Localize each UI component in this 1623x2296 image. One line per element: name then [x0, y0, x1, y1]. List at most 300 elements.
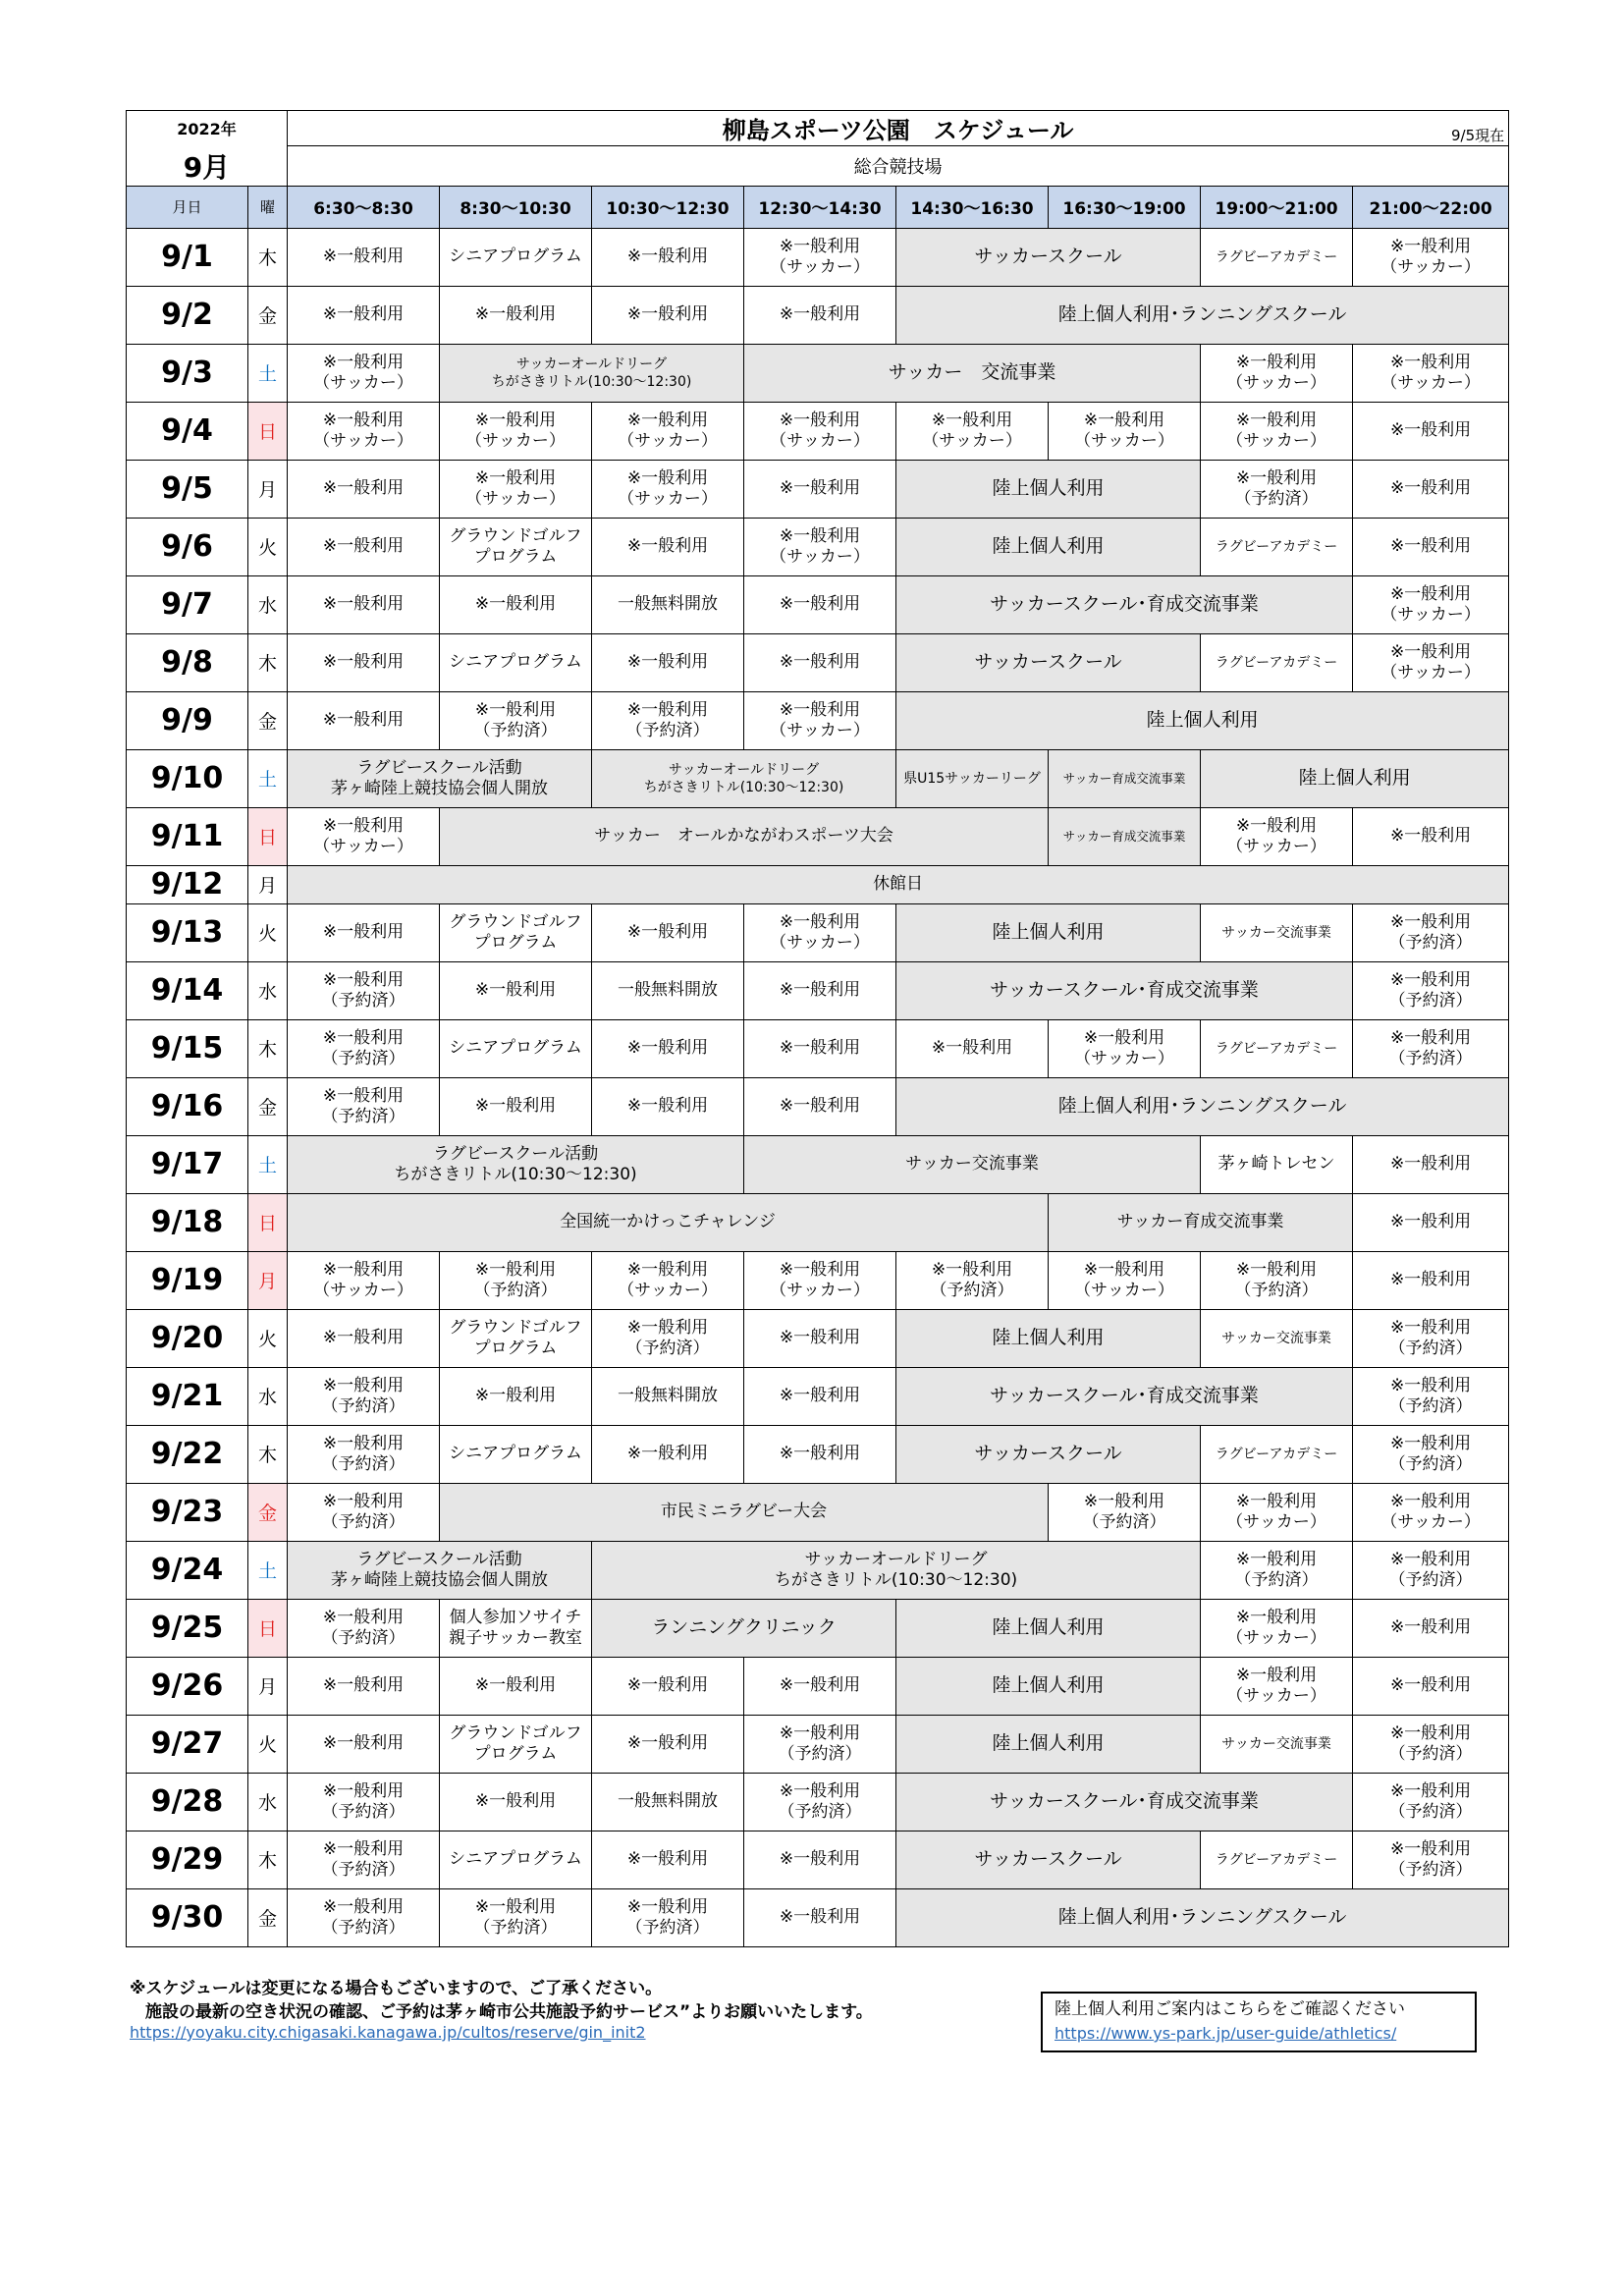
- slot-text: ※一般利用: [1235, 1549, 1318, 1569]
- slot-text: ※一般利用: [779, 525, 861, 546]
- slot-text: ※一般利用: [322, 352, 405, 372]
- weekday-cell: 月: [248, 1657, 288, 1715]
- weekday-cell: 金: [248, 1483, 288, 1541]
- slot-text: （予約済）: [1388, 990, 1473, 1011]
- slot-text: （予約済）: [625, 720, 710, 740]
- slot-text: （サッカー）: [770, 546, 870, 567]
- slot-cell: [1353, 518, 1509, 575]
- schedule-row: [127, 1425, 1509, 1483]
- slot-text: （サッカー）: [770, 932, 870, 953]
- slot-text: ※一般利用: [779, 1675, 861, 1695]
- slot-text: ※一般利用: [474, 1386, 557, 1405]
- slot-text: ※一般利用: [626, 536, 709, 556]
- slot-text: ※一般利用: [1389, 1270, 1472, 1289]
- weekday-cell: 火: [248, 1715, 288, 1773]
- slot-text: （サッカー）: [1380, 604, 1481, 625]
- slot-cell: [744, 460, 896, 518]
- slot-text: プログラム: [473, 1338, 558, 1358]
- slot-cell: [592, 1367, 744, 1425]
- slot-text: ※一般利用: [1235, 1491, 1318, 1511]
- slot-text: ※一般利用: [779, 1849, 861, 1869]
- slot-text: （予約済）: [1388, 1338, 1473, 1358]
- slot-text: ラグビーアカデミー: [1215, 1040, 1338, 1057]
- schedule-row: [127, 1135, 1509, 1193]
- slot-text: ※一般利用: [626, 1317, 709, 1338]
- time-header-0: 6:30〜8:30: [288, 186, 440, 228]
- slot-cell: [1353, 1541, 1509, 1599]
- slot-cell: [1353, 961, 1509, 1019]
- slot-text: ※一般利用: [931, 1259, 1013, 1280]
- date-cell: 9/19: [127, 1251, 248, 1309]
- slot-cell: [592, 1251, 744, 1309]
- slot-text: サッカースクール･育成交流事業: [990, 1790, 1259, 1812]
- schedule-row: [127, 691, 1509, 749]
- slot-text: ※一般利用: [322, 536, 405, 556]
- slot-cell: [1353, 1425, 1509, 1483]
- slot-cell: [744, 228, 896, 286]
- slot-text: 陸上個人利用: [992, 921, 1105, 943]
- slot-text: ※一般利用: [626, 1038, 709, 1058]
- athletics-info-text: 陸上個人利用ご案内はこちらをご確認ください: [1055, 1999, 1405, 2019]
- slot-text: ※一般利用: [474, 467, 557, 488]
- page-title: 柳島スポーツ公園 スケジュール: [722, 117, 1074, 144]
- slot-cell: [1201, 1657, 1353, 1715]
- slot-text: ランニングクリニック: [651, 1616, 837, 1638]
- date-cell: 9/2: [127, 286, 248, 344]
- slot-cell: [288, 1773, 440, 1831]
- col-header-dow: 曜: [248, 186, 288, 228]
- slot-text: ※一般利用: [779, 304, 861, 324]
- slot-cell: [1049, 1251, 1201, 1309]
- date-cell: 9/16: [127, 1077, 248, 1135]
- slot-text: （サッカー）: [1074, 1280, 1174, 1300]
- slot-cell: [288, 1367, 440, 1425]
- slot-text: サッカーオールドリーグ: [804, 1549, 988, 1569]
- slot-cell: [896, 1019, 1049, 1077]
- slot-text: ※一般利用: [322, 969, 405, 990]
- slot-text: ※一般利用: [626, 467, 709, 488]
- slot-text: ラグビーアカデミー: [1215, 654, 1338, 671]
- slot-text: （サッカー）: [770, 430, 870, 451]
- slot-text: ※一般利用: [1389, 536, 1472, 556]
- slot-cell: [440, 344, 744, 402]
- slot-text: ※一般利用: [1389, 1838, 1472, 1859]
- slot-text: （予約済）: [321, 990, 406, 1011]
- slot-cell: [440, 807, 1049, 865]
- slot-cell: [592, 633, 744, 691]
- slot-text: （サッカー）: [1226, 836, 1326, 856]
- slot-cell: [440, 1425, 592, 1483]
- slot-cell: [440, 903, 592, 961]
- slot-text: ※一般利用: [779, 1780, 861, 1801]
- slot-text: ちがさきリトル(10:30〜12:30): [491, 373, 692, 390]
- slot-text: （サッカー）: [1380, 372, 1481, 393]
- slot-text: （サッカー）: [465, 430, 566, 451]
- slot-text: サッカーオールドリーグ: [668, 761, 820, 778]
- slot-cell: [896, 749, 1049, 807]
- slot-cell: [896, 1077, 1509, 1135]
- slot-text: （予約済）: [778, 1743, 862, 1764]
- slot-cell: [592, 1888, 744, 1946]
- time-header-1: 8:30〜10:30: [440, 186, 592, 228]
- slot-cell: [1353, 1715, 1509, 1773]
- slot-cell: [744, 1019, 896, 1077]
- slot-text: ちがさきリトル(10:30〜12:30): [643, 779, 844, 795]
- slot-cell: [744, 344, 1201, 402]
- slot-cell: [288, 1657, 440, 1715]
- slot-cell: [744, 961, 896, 1019]
- slot-text: 全国統一かけっこチャレンジ: [560, 1212, 776, 1231]
- slot-cell: [440, 961, 592, 1019]
- slot-cell: [288, 633, 440, 691]
- weekday-cell: 火: [248, 1309, 288, 1367]
- slot-cell: [896, 575, 1353, 633]
- slot-text: ※一般利用: [1389, 352, 1472, 372]
- slot-cell: [744, 286, 896, 344]
- slot-text: ※一般利用: [322, 246, 405, 266]
- date-cell: 9/22: [127, 1425, 248, 1483]
- slot-text: プログラム: [473, 546, 558, 567]
- slot-cell: [592, 1425, 744, 1483]
- slot-cell: [1353, 1019, 1509, 1077]
- slot-cell: [440, 1599, 592, 1657]
- date-cell: 9/28: [127, 1773, 248, 1831]
- slot-text: ※一般利用: [1389, 969, 1472, 990]
- date-cell: 9/14: [127, 961, 248, 1019]
- date-cell: 9/30: [127, 1888, 248, 1946]
- weekday-cell: 木: [248, 633, 288, 691]
- slot-text: サッカー交流事業: [1221, 1330, 1331, 1346]
- slot-text: ※一般利用: [779, 1096, 861, 1116]
- year-label: 2022年: [177, 120, 237, 139]
- slot-text: ※一般利用: [626, 1444, 709, 1463]
- col-header-date: 月日: [127, 186, 248, 228]
- schedule-row: [127, 575, 1509, 633]
- slot-text: ※一般利用: [779, 1328, 861, 1347]
- slot-cell: [744, 1425, 896, 1483]
- date-cell: 9/7: [127, 575, 248, 633]
- slot-text: ※一般利用: [779, 478, 861, 498]
- slot-text: ※一般利用: [474, 699, 557, 720]
- slot-cell: [1353, 1831, 1509, 1888]
- slot-cell: [1353, 1193, 1509, 1251]
- slot-cell: [1201, 1831, 1353, 1888]
- facility-cell: [288, 146, 1509, 187]
- slot-text: （サッカー）: [1074, 1048, 1174, 1068]
- slot-cell: [744, 1657, 896, 1715]
- slot-cell: [288, 1425, 440, 1483]
- slot-text: （予約済）: [625, 1338, 710, 1358]
- slot-cell: [744, 1888, 896, 1946]
- schedule-row: [127, 1193, 1509, 1251]
- weekday-cell: 火: [248, 903, 288, 961]
- schedule-row: [127, 1715, 1509, 1773]
- weekday-cell: 月: [248, 1251, 288, 1309]
- slot-cell: [1049, 402, 1201, 460]
- slot-cell: [896, 633, 1201, 691]
- slot-cell: [440, 228, 592, 286]
- slot-text: ※一般利用: [626, 304, 709, 324]
- slot-cell: [1201, 1135, 1353, 1193]
- slot-text: 個人参加ソサイチ: [449, 1607, 582, 1627]
- slot-cell: [896, 1715, 1201, 1773]
- schedule-row: [127, 1309, 1509, 1367]
- schedule-row: [127, 1367, 1509, 1425]
- slot-cell: [288, 961, 440, 1019]
- slot-cell: [1353, 1135, 1509, 1193]
- slot-text: ※一般利用: [474, 1675, 557, 1695]
- schedule-row: [127, 749, 1509, 807]
- slot-text: ※一般利用: [626, 1259, 709, 1280]
- slot-cell: [1201, 807, 1353, 865]
- slot-text: 陸上個人利用: [992, 535, 1105, 557]
- slot-cell: [288, 1019, 440, 1077]
- slot-text: ※一般利用: [779, 1386, 861, 1405]
- slot-cell: [1201, 402, 1353, 460]
- slot-text: （予約済）: [1388, 1743, 1473, 1764]
- slot-cell: [592, 961, 744, 1019]
- slot-text: （予約済）: [321, 1048, 406, 1068]
- slot-text: プログラム: [473, 1743, 558, 1764]
- slot-text: ※一般利用: [626, 1096, 709, 1116]
- slot-text: サッカースクール･育成交流事業: [990, 1385, 1259, 1406]
- slot-text: ※一般利用: [931, 1038, 1013, 1058]
- slot-cell: [744, 1251, 896, 1309]
- slot-cell: [592, 518, 744, 575]
- slot-cell: [1049, 1483, 1201, 1541]
- slot-text: ※一般利用: [779, 1259, 861, 1280]
- slot-text: （予約済）: [473, 720, 558, 740]
- slot-cell: [1353, 1483, 1509, 1541]
- slot-text: グラウンドゴルフ: [449, 1722, 582, 1743]
- slot-cell: [440, 402, 592, 460]
- slot-text: サッカー交流事業: [1221, 924, 1331, 941]
- slot-text: （サッカー）: [618, 488, 718, 509]
- schedule-row: [127, 1657, 1509, 1715]
- slot-text: サッカー育成交流事業: [1062, 770, 1186, 786]
- slot-text: （予約済）: [1388, 1801, 1473, 1822]
- slot-text: ※一般利用: [474, 1096, 557, 1116]
- weekday-cell: 日: [248, 1193, 288, 1251]
- slot-cell: [592, 1541, 1201, 1599]
- slot-text: 一般無料開放: [618, 594, 719, 614]
- date-cell: 9/25: [127, 1599, 248, 1657]
- slot-cell: [1201, 1425, 1353, 1483]
- athletics-info-link[interactable]: https://www.ys-park.jp/user-guide/athletics/: [1055, 2024, 1397, 2043]
- slot-cell: [1049, 1193, 1353, 1251]
- slot-text: 茅ヶ崎陸上競技協会個人開放: [331, 778, 549, 798]
- slot-cell: [1353, 903, 1509, 961]
- slot-text: サッカースクール･育成交流事業: [990, 593, 1259, 615]
- schedule-row: [127, 518, 1509, 575]
- slot-cell: [1201, 1715, 1353, 1773]
- schedule-row: [127, 807, 1509, 865]
- slot-cell: [592, 903, 744, 961]
- slot-text: ※一般利用: [322, 652, 405, 672]
- slot-cell: [744, 1773, 896, 1831]
- slot-text: ※一般利用: [322, 1259, 405, 1280]
- schedule-row: [127, 1019, 1509, 1077]
- slot-text: ※一般利用: [474, 1259, 557, 1280]
- slot-text: サッカースクール: [974, 246, 1122, 267]
- slot-text: ※一般利用: [1389, 1617, 1472, 1637]
- slot-text: ※一般利用: [779, 1907, 861, 1927]
- slot-cell: [288, 575, 440, 633]
- slot-text: サッカースクール: [974, 1848, 1122, 1870]
- slot-cell: [592, 286, 744, 344]
- slot-text: （サッカー）: [922, 430, 1022, 451]
- slot-text: ※一般利用: [1389, 1549, 1472, 1569]
- slot-text: ※一般利用: [626, 1733, 709, 1753]
- slot-cell: [440, 1077, 592, 1135]
- slot-cell: [896, 1831, 1201, 1888]
- slot-text: ※一般利用: [779, 1722, 861, 1743]
- slot-text: ※一般利用: [1389, 583, 1472, 604]
- slot-text: ※一般利用: [1235, 1665, 1318, 1685]
- slot-cell: [896, 1773, 1353, 1831]
- schedule-row: [127, 460, 1509, 518]
- slot-text: ※一般利用: [779, 236, 861, 256]
- schedule-row: [127, 1483, 1509, 1541]
- slot-text: 親子サッカー教室: [449, 1627, 582, 1648]
- slot-text: ※一般利用: [626, 1849, 709, 1869]
- slot-cell: [440, 1251, 592, 1309]
- slot-cell: [744, 575, 896, 633]
- slot-text: （予約済）: [1082, 1511, 1166, 1532]
- slot-text: ※一般利用: [1389, 1722, 1472, 1743]
- slot-cell: [440, 1019, 592, 1077]
- slot-cell: [592, 1657, 744, 1715]
- slot-cell: [592, 1715, 744, 1773]
- slot-text: サッカー 交流事業: [888, 361, 1056, 383]
- date-cell: 9/11: [127, 807, 248, 865]
- date-cell: 9/4: [127, 402, 248, 460]
- slot-text: ※一般利用: [779, 1038, 861, 1058]
- slot-cell: [592, 402, 744, 460]
- slot-cell: [592, 575, 744, 633]
- slot-text: ※一般利用: [474, 410, 557, 430]
- slot-text: ※一般利用: [1389, 1375, 1472, 1395]
- weekday-cell: 水: [248, 961, 288, 1019]
- schedule-row: [127, 1831, 1509, 1888]
- reservation-link[interactable]: https://yoyaku.city.chigasaki.kanagawa.jp/cultos/reserve/gin_init2: [130, 2023, 646, 2042]
- slot-cell: [1049, 807, 1201, 865]
- slot-text: （サッカー）: [1226, 1685, 1326, 1706]
- slot-text: 茅ヶ崎トレセン: [1217, 1154, 1335, 1174]
- slot-cell: [1201, 749, 1509, 807]
- schedule-row: [127, 633, 1509, 691]
- slot-text: （サッカー）: [1074, 430, 1174, 451]
- slot-text: ※一般利用: [1389, 420, 1472, 440]
- slot-cell: [744, 1831, 896, 1888]
- slot-text: ※一般利用: [322, 815, 405, 836]
- slot-text: 陸上個人利用･ランニングスクール: [1057, 1095, 1347, 1117]
- slot-cell: [1353, 402, 1509, 460]
- slot-text: ※一般利用: [1083, 410, 1165, 430]
- slot-cell: [288, 1251, 440, 1309]
- weekday-cell: 木: [248, 1831, 288, 1888]
- slot-cell: [288, 1135, 744, 1193]
- slot-text: ※一般利用: [322, 1733, 405, 1753]
- slot-cell: [440, 1888, 592, 1946]
- slot-cell: [1353, 633, 1509, 691]
- slot-text: ※一般利用: [626, 1675, 709, 1695]
- slot-cell: [1201, 1599, 1353, 1657]
- slot-text: グラウンドゴルフ: [449, 525, 582, 546]
- date-cell: 9/17: [127, 1135, 248, 1193]
- slot-text: ※一般利用: [1235, 467, 1318, 488]
- date-cell: 9/24: [127, 1541, 248, 1599]
- schedule-row: [127, 961, 1509, 1019]
- slot-text: ※一般利用: [322, 1433, 405, 1453]
- slot-cell: [1201, 903, 1353, 961]
- slot-cell: [744, 903, 896, 961]
- slot-text: 県U15サッカーリーグ: [903, 770, 1041, 787]
- slot-text: （サッカー）: [1226, 1627, 1326, 1648]
- slot-text: ※一般利用: [474, 980, 557, 1000]
- slot-cell: [288, 1599, 440, 1657]
- date-cell: 9/1: [127, 228, 248, 286]
- schedule-row: [127, 1888, 1509, 1946]
- slot-text: （サッカー）: [770, 1280, 870, 1300]
- slot-cell: [440, 633, 592, 691]
- slot-cell: [440, 286, 592, 344]
- weekday-cell: 土: [248, 1541, 288, 1599]
- weekday-cell: 土: [248, 344, 288, 402]
- slot-cell: [744, 633, 896, 691]
- time-header-3: 12:30〜14:30: [744, 186, 896, 228]
- schedule-row: [127, 1077, 1509, 1135]
- slot-text: ※一般利用: [322, 1675, 405, 1695]
- slot-cell: [896, 961, 1353, 1019]
- slot-text: （サッカー）: [1226, 1511, 1326, 1532]
- schedule-row: [127, 1773, 1509, 1831]
- slot-text: （予約済）: [321, 1627, 406, 1648]
- slot-text: 陸上個人利用: [992, 1327, 1105, 1348]
- slot-text: 陸上個人利用: [1146, 709, 1259, 731]
- slot-cell: [592, 1773, 744, 1831]
- slot-text: ちがさきリトル(10:30〜12:30): [394, 1164, 637, 1184]
- slot-text: （予約済）: [930, 1280, 1014, 1300]
- weekday-cell: 月: [248, 460, 288, 518]
- slot-text: シニアプログラム: [449, 1444, 582, 1463]
- month-cell: [127, 146, 288, 187]
- date-cell: 9/29: [127, 1831, 248, 1888]
- slot-cell: [1201, 518, 1353, 575]
- slot-text: ※一般利用: [1389, 1317, 1472, 1338]
- slot-cell: [288, 1483, 440, 1541]
- slot-cell: [288, 286, 440, 344]
- slot-text: プログラム: [473, 932, 558, 953]
- slot-cell: [288, 1193, 1049, 1251]
- slot-text: ※一般利用: [322, 478, 405, 498]
- slot-text: （予約済）: [473, 1917, 558, 1938]
- slot-text: サッカー交流事業: [905, 1154, 1039, 1174]
- slot-cell: [896, 228, 1201, 286]
- slot-text: サッカー育成交流事業: [1062, 828, 1186, 844]
- slot-text: ※一般利用: [1389, 1780, 1472, 1801]
- slot-cell: [288, 865, 1509, 903]
- slot-cell: [288, 228, 440, 286]
- slot-text: （予約済）: [321, 1106, 406, 1126]
- slot-cell: [440, 1657, 592, 1715]
- slot-cell: [896, 1888, 1509, 1946]
- slot-text: ラグビーアカデミー: [1215, 1446, 1338, 1462]
- slot-text: （サッカー）: [1226, 372, 1326, 393]
- slot-text: （予約済）: [321, 1801, 406, 1822]
- slot-text: （サッカー）: [770, 256, 870, 277]
- slot-cell: [1353, 575, 1509, 633]
